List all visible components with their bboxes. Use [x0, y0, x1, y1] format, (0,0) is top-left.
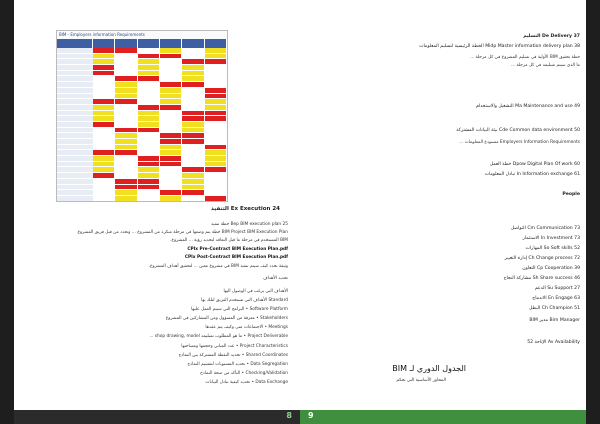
line-midp-desc: خطة تحقيق BIM الأولية في تسليم المشروع في كل مرحلة ...	[470, 55, 580, 60]
people-communication: 73 Cm Communication التواصل	[510, 226, 580, 231]
line-midp-desc2: ما الذي سيتم تسليمه في كل مرحلة ...	[511, 63, 580, 68]
line-dpow: 60 Dpow Digital Plan Of work خطة العمل	[489, 162, 580, 167]
line-bep: 25 Bep BIM execution plan خطة تنفيذ	[211, 222, 288, 227]
right-page-number: 9	[308, 411, 314, 420]
closing-title: الجدول الدوري لـ BIM	[392, 364, 466, 373]
people-champion: 51 Ch Champion البطل	[528, 306, 580, 311]
people-availability: Av Availability الإتاحة 52	[527, 340, 580, 345]
execution-heading: 24 Ex Execution التنفيذ	[211, 206, 280, 212]
footer-right	[300, 410, 586, 424]
line-goals-2: الأهداف التي يرغب في الوصول اليها	[223, 289, 288, 294]
requirements-grid	[57, 39, 227, 202]
line-bep-desc: BIM Project BIM Execution Plan خطة يتم وضعها في مرحلة مبكرة من المشروع ... وتحدد من قبل فريق المشروع	[77, 230, 288, 235]
footer-left	[14, 410, 300, 424]
people-share: 46 Sh Share success مشاركة النجاح	[503, 276, 580, 281]
line-cde: 50 Cde Common data environment بيئة البيانات المشتركة	[456, 128, 580, 133]
table-header-cell	[57, 39, 93, 48]
table-header-cell	[160, 39, 182, 48]
table-header-cell	[115, 39, 137, 48]
line-coordinates: Shared Coordinates • تحديد النقطة المشتركة بين النماذج	[178, 353, 288, 358]
people-investment: 73 In Investment الاستثمار	[522, 236, 580, 241]
line-info-exchange: 61 In Information exchange تبادل المعلومات	[484, 172, 580, 177]
people-cooperation: 39 Cp Cooperation التعاون	[522, 266, 580, 271]
people-heading: People	[562, 192, 580, 197]
people-engage: 63 En Engage الاندماج	[532, 296, 580, 301]
line-checking: Checking/Validation • التأكد من صحة النماذج	[200, 371, 288, 376]
people-change: 72 Ch Change process إدارة التغيير	[504, 256, 580, 261]
line-exchange: Data Exchange • تحديد كيفية تبادل البيانات	[205, 380, 288, 385]
line-delivery: 37 De Delivery التسليم	[523, 34, 580, 39]
line-goals: تحديد الأهداف	[263, 276, 288, 281]
people-bim-manager: Bim Manager مدير BIM	[529, 318, 580, 323]
line-bep-desc2: BIM المستخدم في مرحلة ما قبل التعاقد لتحديد رؤية ... المشروع.	[170, 238, 288, 243]
line-stakeholders: Stakeholders • معرفة من المسؤول ومن المشاركين في المشروع	[165, 316, 288, 321]
table-header-cell	[205, 39, 227, 48]
line-cpix-post: CPIx Post-Contract BIM Execution Plan.pdf	[184, 255, 288, 260]
left-page-number: 8	[286, 411, 292, 420]
line-standard: Standard الأهداف التي تستخدم الفريق لتلك بها	[201, 298, 288, 303]
right-edge-band	[586, 0, 600, 424]
left-edge-band	[0, 0, 14, 424]
line-cpix-pre: CPIx Pre-Contract BIM Execution Plan.pdf	[187, 247, 288, 252]
left-page	[16, 0, 300, 410]
line-midp: 38 Midp Master information delivery plan الخطة الرئيسية لتسليم المعلومات	[419, 44, 580, 49]
people-soft-skills: 52 So Soft skills المهارات	[525, 246, 580, 251]
closing-subtitle: المحاور الأساسية التي تحكم	[396, 378, 446, 383]
line-segregation: Data Segregation • تحديد المستويات لتقسيم النماذج	[187, 362, 288, 367]
line-maintenance: 49 Ma Maintenance and use التشغيل والاستخدام	[476, 104, 580, 109]
table-title: BIM - Employers information Requirements	[59, 32, 145, 37]
line-meetings: Meetings • الاجتماعات متى وكيف يتم عقدها	[205, 325, 288, 330]
people-support: 27 Su Support الدعم	[534, 286, 580, 291]
line-characteristics: Project Characteristics • عدد المباني وحجمها ومساحتها	[181, 344, 288, 349]
line-deliverable: Project Deliverable • ما هو المطلوب تسليمه shop drawing, model ...	[149, 334, 288, 339]
table-header-cell	[93, 39, 115, 48]
table-header-cell	[138, 39, 160, 48]
line-cde-desc: Employers Information Requirements مستودع المعلومات ...	[459, 140, 580, 145]
requirements-table-image	[56, 30, 228, 202]
right-page	[302, 0, 586, 410]
line-bep-def: وثيقة تحدد كيف سيتم تنفيذ BIM في مشروع معين ... لتحقيق أهداف المشروع.	[148, 264, 288, 269]
page-footer	[14, 410, 586, 424]
line-software: Software Platform • البرامج التي سيتم العمل عليها	[191, 307, 288, 312]
table-header-cell	[182, 39, 204, 48]
